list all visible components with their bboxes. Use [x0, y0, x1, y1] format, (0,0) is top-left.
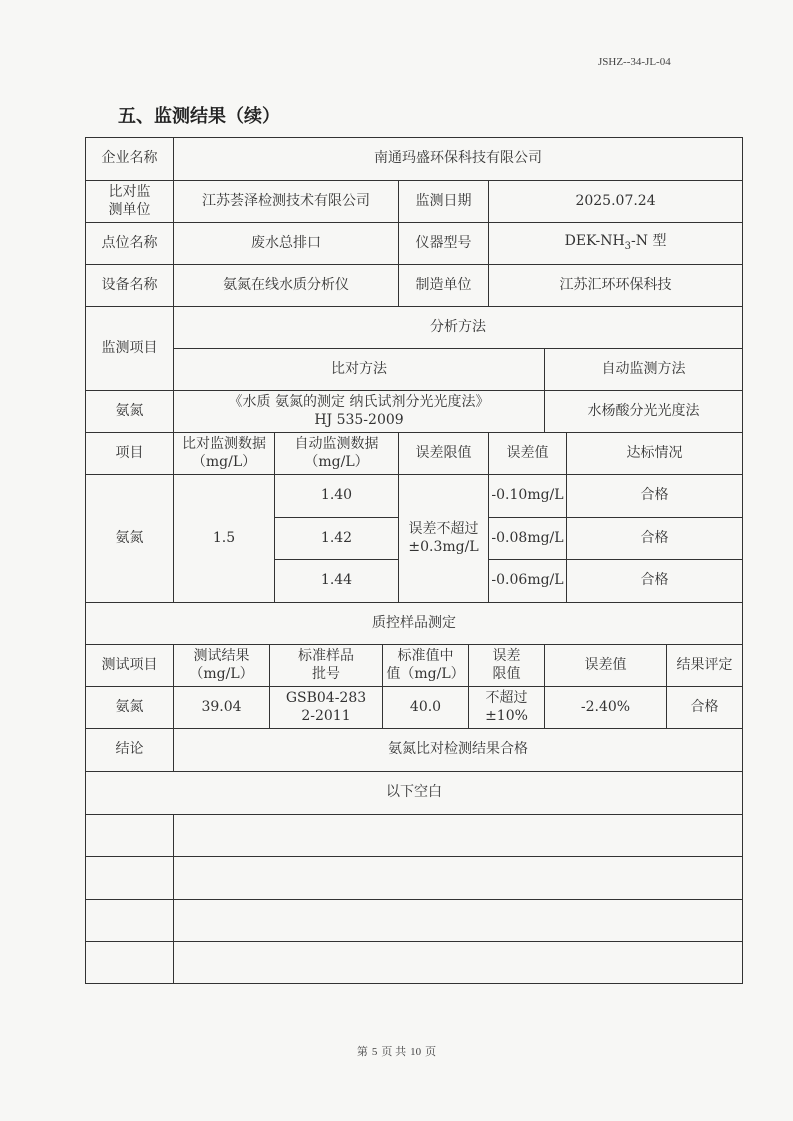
- table-row: [86, 687, 743, 729]
- auto-method-label: 自动监测方法: [545, 349, 743, 391]
- table-row: [86, 349, 743, 391]
- compare-unit-label: 比对监 测单位: [86, 181, 174, 223]
- point-value: 废水总排口: [174, 223, 399, 265]
- results-auto-value: 1.44: [275, 560, 399, 603]
- results-limit-value: 误差不超过 ±0.3mg/L: [399, 475, 489, 603]
- qc-evaluation: 合格: [667, 687, 743, 729]
- device-label: 设备名称: [86, 265, 174, 307]
- qc-header-error: 误差值: [545, 645, 667, 687]
- point-label: 点位名称: [86, 223, 174, 265]
- results-error-value: -0.08mg/L: [489, 518, 567, 560]
- results-header-item: 项目: [86, 433, 174, 475]
- auto-method-value: 水杨酸分光光度法: [545, 391, 743, 433]
- page-total: 10: [410, 1046, 422, 1058]
- table-row: [86, 475, 743, 518]
- page-current: 5: [371, 1046, 378, 1058]
- conclusion-value: 氨氮比对检测结果合格: [174, 729, 743, 772]
- results-header-status: 达标情况: [567, 433, 743, 475]
- compare-method-value: 《水质 氨氮的测定 纳氏试剂分光光度法》 HJ 535-2009: [174, 391, 545, 433]
- analysis-method-label: 分析方法: [174, 307, 743, 349]
- qc-header-result: 测试结果 （mg/L）: [174, 645, 270, 687]
- qc-item: 氨氮: [86, 687, 174, 729]
- qc-error: -2.40%: [545, 687, 667, 729]
- results-compare-value: 1.5: [174, 475, 275, 603]
- company-value: 南通玛盛环保科技有限公司: [174, 138, 743, 181]
- empty-row: [86, 900, 743, 942]
- compare-method-label: 比对方法: [174, 349, 545, 391]
- table-row: [86, 391, 743, 433]
- results-status: 合格: [567, 560, 743, 603]
- blank-note: 以下空白: [86, 772, 743, 815]
- qc-header-sample-batch: 标准样品 批号: [270, 645, 383, 687]
- method-param: 氨氮: [86, 391, 174, 433]
- qc-header-evaluation: 结果评定: [667, 645, 743, 687]
- results-status: 合格: [567, 475, 743, 518]
- table-row: [86, 138, 743, 181]
- results-status: 合格: [567, 518, 743, 560]
- qc-sample-batch: GSB04-283 2-2011: [270, 687, 383, 729]
- qc-result: 39.04: [174, 687, 270, 729]
- page-footer: 第 5 页 共 10 页: [356, 1046, 437, 1058]
- results-header-error: 误差值: [489, 433, 567, 475]
- results-header-auto: 自动监测数据 （mg/L）: [275, 433, 399, 475]
- results-error-value: -0.06mg/L: [489, 560, 567, 603]
- results-error-value: -0.10mg/L: [489, 475, 567, 518]
- table-row: [86, 645, 743, 687]
- company-label: 企业名称: [86, 138, 174, 181]
- results-param: 氨氮: [86, 475, 174, 603]
- table-row: [86, 772, 743, 815]
- empty-row: [86, 942, 743, 984]
- qc-title: 质控样品测定: [86, 603, 743, 645]
- section-title: 五、监测结果（续）: [118, 106, 280, 127]
- results-auto-value: 1.40: [275, 475, 399, 518]
- instrument-value: DEK-$NH_3-N$ 型: [489, 223, 743, 265]
- table-row: [86, 181, 743, 223]
- table-row: [86, 265, 743, 307]
- monitor-date-label: 监测日期: [399, 181, 489, 223]
- qc-limit: 不超过 ±10%: [469, 687, 545, 729]
- table-row: [86, 223, 743, 265]
- maker-value: 江苏汇环环保科技: [489, 265, 743, 307]
- table-row: [86, 433, 743, 475]
- document-code: JSHZ--34-JL-04: [598, 56, 671, 68]
- results-auto-value: 1.42: [275, 518, 399, 560]
- compare-unit-value: 江苏荟泽检测技术有限公司: [174, 181, 399, 223]
- empty-row: [86, 857, 743, 900]
- maker-label: 制造单位: [399, 265, 489, 307]
- results-header-limit: 误差限值: [399, 433, 489, 475]
- results-table: [85, 137, 743, 984]
- table-row: [86, 307, 743, 349]
- monitor-date-value: 2025.07.24: [489, 181, 743, 223]
- device-value: 氨氮在线水质分析仪: [174, 265, 399, 307]
- qc-header-item: 测试项目: [86, 645, 174, 687]
- table-row: [86, 729, 743, 772]
- qc-header-std-value: 标准值中 值（mg/L）: [383, 645, 469, 687]
- table-row: [86, 603, 743, 645]
- qc-std-value: 40.0: [383, 687, 469, 729]
- empty-row: [86, 815, 743, 857]
- instrument-label: 仪器型号: [399, 223, 489, 265]
- qc-header-limit: 误差 限值: [469, 645, 545, 687]
- monitor-item-label: 监测项目: [86, 307, 174, 391]
- conclusion-label: 结论: [86, 729, 174, 772]
- results-header-compare: 比对监测数据 （mg/L）: [174, 433, 275, 475]
